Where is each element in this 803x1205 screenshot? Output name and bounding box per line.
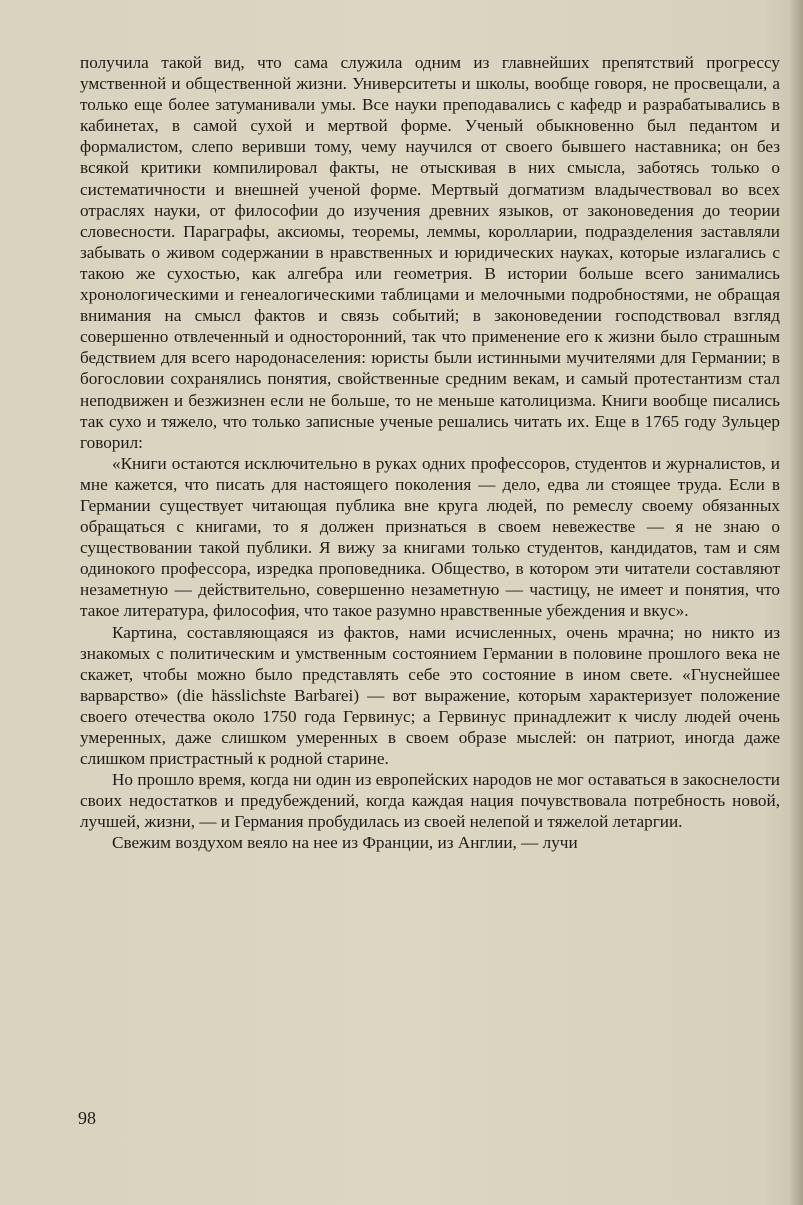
body-text	[80, 52, 780, 854]
paragraph: Но прошло время, когда ни один из европейских народов не мог оставаться в закоснелости своих недостатков и предубеждений, когда каждая нация почувствовала потребность новой, лучшей, жизни, — и Германия пробудилась из своей нелепой и тяжелой летаргии.	[80, 770, 780, 832]
page-edge-shadow	[789, 0, 803, 1205]
page-number: 98	[78, 1108, 96, 1128]
paragraph: получила такой вид, что сама служила одним из главнейших препятствий прогрессу умственной и общественной жизни. Университеты и школы, вообще говоря, не просвещали, а только еще более затуманивали умы. Все науки преподавались с кафедр и разрабатывались в кабинетах, в самой сухой и мертвой форме. Ученый обыкновенно был педантом и формалистом, слепо веривши тому, чему научился от своего бывшего наставника; он без всякой критики компилировал факты, не отыскивая в них смысла, заботясь только о систематичности и внешней ученой форме. Мертвый догматизм владычествовал во всех отраслях науки, от философии до изучения древних языков, от законоведения до теории словесности. Параграфы, аксиомы, теоремы, леммы, королларии, подразделения заставляли забывать о живом содержании в нравственных и юридических науках, которые излагались с такою же сухостью, как алгебра или геометрия. В истории больше всего занимались хронологическими и генеалогическими таблицами и мелочными подробностями, не обращая внимания на смысл фактов и связь событий; в законоведении господствовал взгляд совершенно отвлеченный и односторонний, так что применение его к жизни было страшным бедствием для всего народонаселения: юристы были истинными мучителями для Германии; в богословии сохранялись понятия, свойственные средним векам, и самый протестантизм стал неподвижен и безжизнен если не больше, то не меньше католицизма. Книги вообще писались так сухо и тяжело, что только записные ученые решались читать их. Еще в 1765 году Зульцер говорил:	[80, 53, 780, 452]
quote-paragraph: «Книги остаются исключительно в руках одних профессоров, студентов и журналистов, и мне кажется, что писать для настоящего поколения — дело, едва ли стоящее труда. Если в Германии существует читающая публика вне круга людей, по ремеслу своему обязанных обращаться с книгами, то я должен признаться в своем невежестве — я не знаю о существовании такой публики. Я вижу за книгами только студентов, кандидатов, там и сям одинокого профессора, изредка проповедника. Общество, в котором эти читатели составляют незаметную — действительно, совершенно незаметную — частицу, не имеет и понятия, что такое литература, философия, что такое разумно нравственные убеждения и вкус».	[80, 453, 780, 621]
paragraph: Свежим воздухом веяло на нее из Франции, из Англии, — лучи	[112, 833, 578, 853]
paragraph: Картина, составляющаяся из фактов, нами исчисленных, очень мрачна; но никто из знакомых с политическим и умственным состоянием Германии в половине прошлого века не скажет, чтобы можно было представлять себе это состояние в ином свете. «Гнуснейшее варварство» (die hässlichste Barbarei) — вот выражение, которым характеризует положение своего отечества около 1750 года Гервинус; а Гервинус принадлежит к числу людей очень умеренных, даже слишком умеренных в своем образе мыслей: он патриот, иногда даже слишком пристрастный к родной старине.	[80, 622, 780, 769]
